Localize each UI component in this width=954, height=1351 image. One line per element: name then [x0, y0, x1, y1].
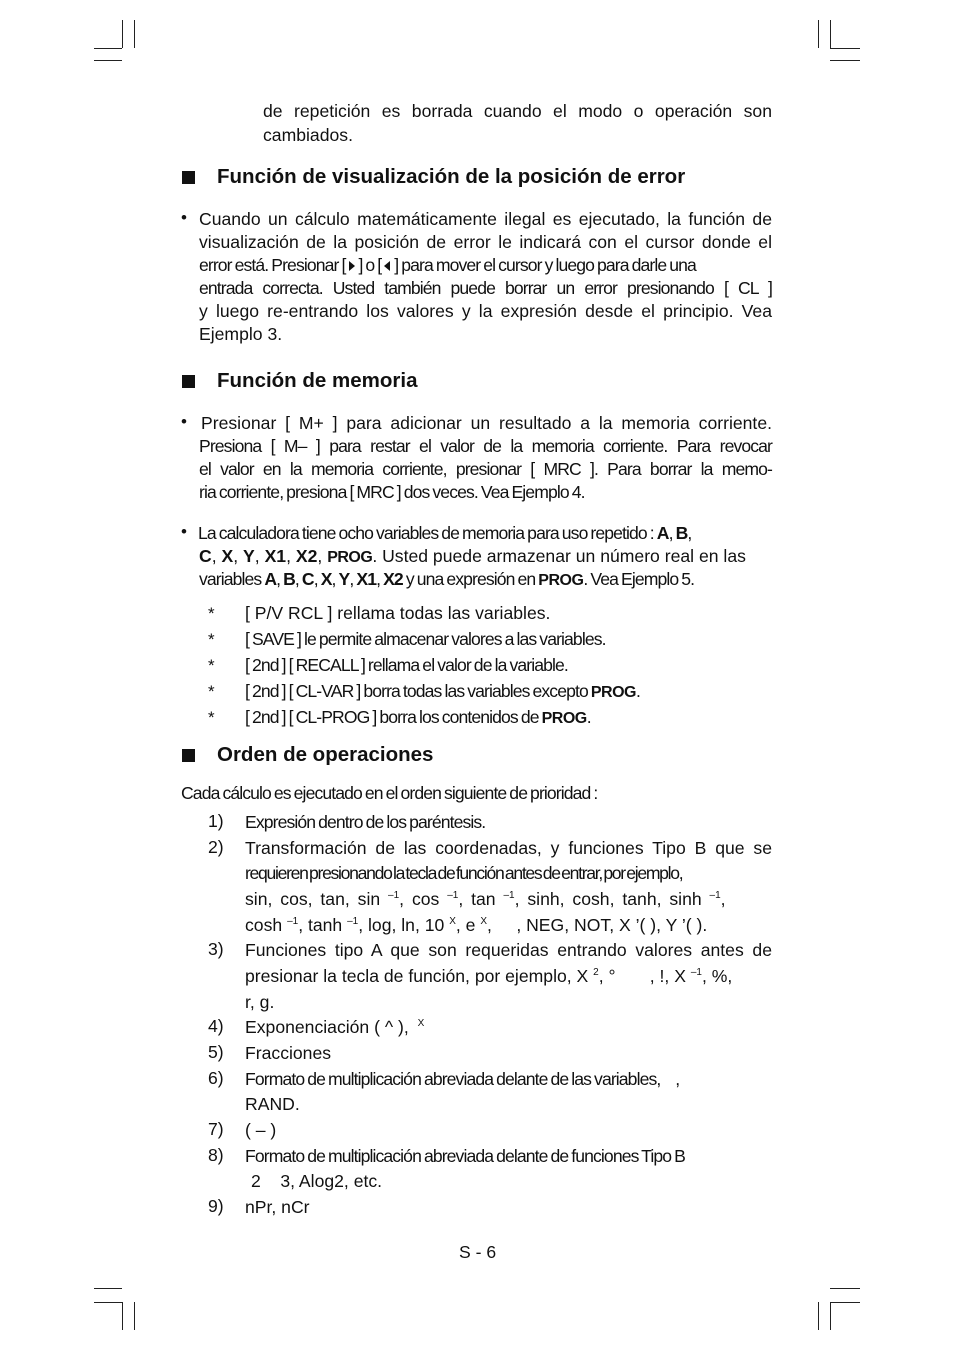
order-item-8-line-2: 2 3, Alog2, etc.: [251, 1171, 383, 1191]
prog-label: PROG: [327, 549, 373, 566]
list-number: 3): [208, 939, 224, 959]
order-item-2-line-2: requieren presionando la tecla de función antes de entrar, por ejemplo,: [245, 863, 683, 883]
section-bullet-square: [182, 749, 195, 762]
list-number: 9): [208, 1196, 224, 1216]
order-item-2-line-4: cosh $^{-1}$, tanh $^{-1}$, log, ln, 10 $^X$, e $^X$, , NEG, NOT, X ’( ), Y ’( ).: [245, 915, 708, 935]
order-item-5: Fracciones: [245, 1043, 332, 1063]
memory-bullet2-line-1: La calculadora tiene ocho variables de memoria para uso repetido : A, B,: [198, 523, 692, 543]
memory-bullet1-line-1: Presionar [ M+ ] para adicionar un resultado a la memoria corriente.: [201, 413, 772, 433]
order-intro: Cada cálculo es ejecutado en el orden siguiente de prioridad :: [181, 783, 598, 803]
order-item-7: ( – ): [245, 1120, 277, 1140]
bullet-dot: •: [181, 522, 187, 541]
note-line-1: [ P/V RCL ] rellama todas las variables.: [245, 603, 551, 623]
section1-line-3: error está. Presionar [ ] o [ ] para mover el cursor y luego para darle una: [199, 255, 696, 275]
right-arrow-icon: [347, 260, 356, 272]
note-line-3: [ 2nd ] [ RECALL ] rellama el valor de la variable.: [245, 655, 568, 675]
order-item-3-line-3: r, g.: [245, 992, 275, 1012]
order-item-1: Expresión dentro de los paréntesis.: [245, 812, 486, 832]
order-item-2-line-1: Transformación de las coordenadas, y funciones Tipo B que se: [245, 838, 772, 858]
list-number: 5): [208, 1042, 224, 1062]
section-title-memory: Función de memoria: [217, 369, 418, 392]
order-item-4: Exponenciación ( ^ ), $^X$: [245, 1017, 425, 1037]
section1-line-4: entrada correcta. Usted también puede borrar un error presionando [ CL ]: [199, 278, 772, 298]
note-asterisk: *: [208, 708, 215, 727]
section1-line-5: y luego re-entrando los valores y la expresión desde el principio. Vea: [199, 301, 772, 321]
intro-line-1: de repetición es borrada cuando el modo o operación son: [263, 101, 772, 121]
note-asterisk: *: [208, 682, 215, 701]
var-b: B: [675, 523, 688, 543]
intro-line-2: cambiados.: [263, 125, 353, 145]
section1-line-6: Ejemplo 3.: [199, 324, 283, 344]
note-line-5: [ 2nd ] [ CL-PROG ] borra los contenidos de PROG.: [245, 707, 591, 727]
note-line-2: [ SAVE ] le permite almacenar valores a las variables.: [245, 629, 606, 649]
note-line-4: [ 2nd ] [ CL-VAR ] borra todas las variables excepto PROG.: [245, 681, 640, 701]
bullet-dot: •: [181, 208, 187, 227]
memory-bullet1-line-4: ria corriente, presiona [ MRC ] dos veces. Vea Ejemplo 4.: [199, 482, 585, 502]
memory-bullet1-line-3: el valor en la memoria corriente, presionar [ MRC ]. Para borrar la memo-: [199, 459, 772, 479]
page-number: S - 6: [459, 1242, 497, 1262]
order-item-8-line-1: Formato de multiplicación abreviada delante de funciones Tipo B: [245, 1146, 685, 1166]
section-title-order-of-operations: Orden de operaciones: [217, 743, 434, 766]
memory-bullet2-line-2: C, X, Y, X1, X2, PROG. Usted puede armazenar un número real en las: [199, 546, 746, 566]
section1-line-2: visualización de la posición de error le indicará con el cursor donde el: [199, 232, 772, 252]
left-arrow-icon: [383, 260, 392, 272]
section1-line-1: Cuando un cálculo matemáticamente ilegal es ejecutado, la función de: [199, 209, 772, 229]
note-asterisk: *: [208, 630, 215, 649]
order-item-6-line-1: Formato de multiplicación abreviada delante de las variables, ,: [245, 1069, 680, 1089]
note-asterisk: *: [208, 656, 215, 675]
list-number: 1): [208, 811, 224, 831]
order-item-9: nPr, nCr: [245, 1197, 310, 1217]
list-number: 4): [208, 1016, 224, 1036]
order-item-2-line-3: sin, cos, tan, sin $^{-1}$, cos $^{-1}$, tan $^{-1}$, sinh, cosh, tanh, sinh $^{-1}$,: [245, 889, 726, 909]
var-a: A: [656, 523, 669, 543]
order-item-6-line-2: RAND.: [245, 1094, 300, 1114]
note-asterisk: *: [208, 604, 215, 623]
list-number: 7): [208, 1119, 224, 1139]
order-item-3-line-2: presionar la tecla de función, por ejemplo, X $^2$, ° , !, X $^{-1}$, %,: [245, 966, 733, 986]
order-item-3-line-1: Funciones tipo A que son requeridas entrando valores antes de: [245, 940, 772, 960]
memory-bullet1-line-2: Presiona [ M– ] para restar el valor de la memoria corriente. Para revocar: [199, 436, 772, 456]
memory-bullet2-line-3: variables A, B, C, X, Y, X1, X2 y una expresión en PROG. Vea Ejemplo 5.: [199, 569, 695, 589]
list-number: 8): [208, 1145, 224, 1165]
section-bullet-square: [182, 375, 195, 388]
list-number: 2): [208, 837, 224, 857]
section-title-error-position: Función de visualización de la posición de error: [217, 165, 686, 188]
section-bullet-square: [182, 171, 195, 184]
bullet-dot: •: [181, 412, 187, 431]
list-number: 6): [208, 1068, 224, 1088]
